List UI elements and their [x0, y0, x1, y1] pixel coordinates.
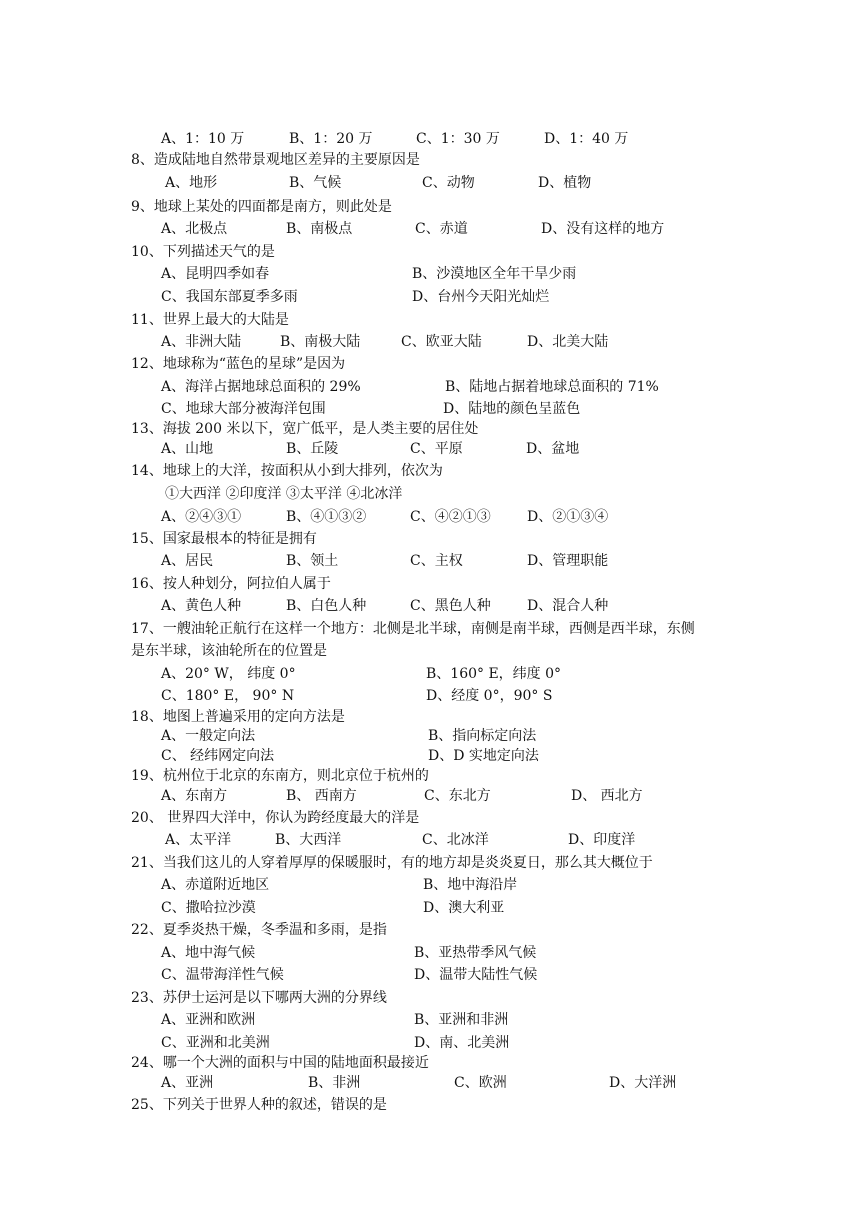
- question-19: 19、杭州位于北京的东南方，则北京位于杭州的: [131, 768, 429, 784]
- q11-option-c: C、欧亚大陆: [401, 334, 482, 350]
- q10-option-d: D、台州今天阳光灿烂: [412, 289, 550, 305]
- q18-option-c: C、 经纬网定向法: [161, 748, 275, 764]
- q13-option-a: A、山地: [161, 441, 214, 457]
- q22-option-d: D、温带大陆性气候: [414, 967, 538, 983]
- q22-option-c: C、温带海洋性气候: [161, 967, 284, 983]
- q11-option-b: B、南极大陆: [280, 334, 361, 350]
- question-21: 21、当我们这儿的人穿着厚厚的保暖服时，有的地方却是炎炎夏日，那么其大概位于: [131, 855, 653, 871]
- q23-option-d: D、南、北美洲: [414, 1035, 510, 1051]
- q10-option-b: B、沙漠地区全年干旱少雨: [412, 266, 577, 282]
- question-10: 10、下列描述天气的是: [131, 244, 275, 260]
- q12-option-a: A、海洋占据地球总面积的 29%: [161, 379, 361, 395]
- q16-option-a: A、黄色人种: [161, 598, 242, 614]
- question-17-line-2: 是东半球，该油轮所在的位置是: [131, 643, 327, 659]
- q7-option-c: C、1：30 万: [416, 131, 500, 147]
- q14-choices: ①大西洋 ②印度洋 ③太平洋 ④北冰洋: [165, 486, 403, 502]
- question-11: 11、世界上最大的大陆是: [131, 312, 289, 328]
- q8-option-d: D、植物: [538, 175, 592, 191]
- question-24: 24、哪一个大洲的面积与中国的陆地面积最接近: [131, 1055, 429, 1071]
- q14-option-d: D、②①③④: [527, 509, 609, 525]
- q23-option-a: A、亚洲和欧洲: [161, 1012, 256, 1028]
- q24-option-c: C、欧洲: [454, 1075, 507, 1091]
- q16-option-d: D、混合人种: [527, 598, 609, 614]
- question-9: 9、地球上某处的四面都是南方，则此处是: [131, 199, 392, 215]
- q16-option-b: B、白色人种: [286, 598, 367, 614]
- q24-option-b: B、非洲: [308, 1075, 361, 1091]
- q17-option-a: A、20° W， 纬度 0°: [161, 666, 296, 682]
- q7-option-d: D、1：40 万: [544, 131, 629, 147]
- q8-option-c: C、动物: [422, 175, 475, 191]
- q19-option-a: A、东南方: [161, 788, 228, 804]
- question-8: 8、造成陆地自然带景观地区差异的主要原因是: [131, 152, 420, 168]
- question-12: 12、地球称为“蓝色的星球”是因为: [131, 356, 346, 372]
- q13-option-d: D、盆地: [526, 441, 580, 457]
- q9-option-d: D、没有这样的地方: [541, 221, 665, 237]
- question-16: 16、按人种划分，阿拉伯人属于: [131, 576, 331, 592]
- q15-option-c: C、主权: [410, 553, 463, 569]
- q7-option-a: A、1：10 万: [161, 131, 245, 147]
- q10-option-c: C、我国东部夏季多雨: [161, 289, 298, 305]
- q19-option-c: C、东北方: [424, 788, 491, 804]
- q18-option-b: B、指向标定向法: [428, 728, 537, 744]
- question-22: 22、夏季炎热干燥，冬季温和多雨，是指: [131, 922, 387, 938]
- question-15: 15、国家最根本的特征是拥有: [131, 531, 317, 547]
- q20-option-c: C、北冰洋: [422, 832, 489, 848]
- q20-option-a: A、太平洋: [165, 832, 232, 848]
- q21-option-b: B、地中海沿岸: [423, 877, 518, 893]
- q19-option-d: D、 西北方: [571, 788, 643, 804]
- q17-option-d: D、经度 0°，90° S: [426, 688, 553, 704]
- q19-option-b: B、 西南方: [286, 788, 357, 804]
- question-17-line-1: 17、一艘油轮正航行在这样一个地方：北侧是北半球，南侧是南半球，西侧是西半球，东侧: [131, 621, 695, 637]
- q23-option-c: C、亚洲和北美洲: [161, 1035, 270, 1051]
- q11-option-d: D、北美大陆: [527, 334, 609, 350]
- q9-option-a: A、北极点: [161, 221, 228, 237]
- q12-option-b: B、陆地占据着地球总面积的 71%: [445, 379, 659, 395]
- q22-option-b: B、亚热带季风气候: [414, 945, 537, 961]
- q10-option-a: A、昆明四季如春: [161, 266, 270, 282]
- question-13: 13、海拔 200 米以下，宽广低平，是人类主要的居住处: [131, 421, 479, 437]
- q12-option-c: C、地球大部分被海洋包围: [161, 401, 326, 417]
- question-18: 18、地图上普遍采用的定向方法是: [131, 709, 345, 725]
- q13-option-b: B、丘陵: [286, 441, 339, 457]
- q21-option-d: D、澳大利亚: [423, 900, 505, 916]
- q22-option-a: A、地中海气候: [161, 945, 256, 961]
- q17-option-c: C、180° E， 90° N: [161, 688, 295, 704]
- q24-option-a: A、亚洲: [161, 1075, 214, 1091]
- q12-option-d: D、陆地的颜色呈蓝色: [443, 401, 581, 417]
- q24-option-d: D、大洋洲: [609, 1075, 677, 1091]
- q15-option-d: D、管理职能: [527, 553, 609, 569]
- q9-option-b: B、南极点: [286, 221, 353, 237]
- q8-option-a: A、地形: [165, 175, 218, 191]
- q13-option-c: C、平原: [410, 441, 463, 457]
- question-25: 25、下列关于世界人种的叙述，错误的是: [131, 1097, 387, 1113]
- q15-option-a: A、居民: [161, 553, 214, 569]
- q21-option-c: C、撒哈拉沙漠: [161, 900, 256, 916]
- q14-option-a: A、②④③①: [161, 509, 242, 525]
- question-14: 14、地球上的大洋，按面积从小到大排列，依次为: [131, 463, 443, 479]
- q14-option-c: C、④②①③: [410, 509, 491, 525]
- q11-option-a: A、非洲大陆: [161, 334, 242, 350]
- q20-option-b: B、大西洋: [275, 832, 342, 848]
- q14-option-b: B、④①③②: [286, 509, 367, 525]
- q21-option-a: A、赤道附近地区: [161, 877, 270, 893]
- q8-option-b: B、气候: [289, 175, 342, 191]
- q23-option-b: B、亚洲和非洲: [414, 1012, 509, 1028]
- q18-option-d: D、D 实地定向法: [428, 748, 539, 764]
- q16-option-c: C、黑色人种: [410, 598, 491, 614]
- q18-option-a: A、一般定向法: [161, 728, 256, 744]
- q15-option-b: B、领土: [286, 553, 339, 569]
- question-20: 20、 世界四大洋中，你认为跨经度最大的洋是: [131, 810, 420, 826]
- q17-option-b: B、160° E，纬度 0°: [426, 666, 562, 682]
- question-23: 23、苏伊士运河是以下哪两大洲的分界线: [131, 990, 387, 1006]
- q20-option-d: D、印度洋: [568, 832, 636, 848]
- q9-option-c: C、赤道: [415, 221, 468, 237]
- q7-option-b: B、1：20 万: [289, 131, 373, 147]
